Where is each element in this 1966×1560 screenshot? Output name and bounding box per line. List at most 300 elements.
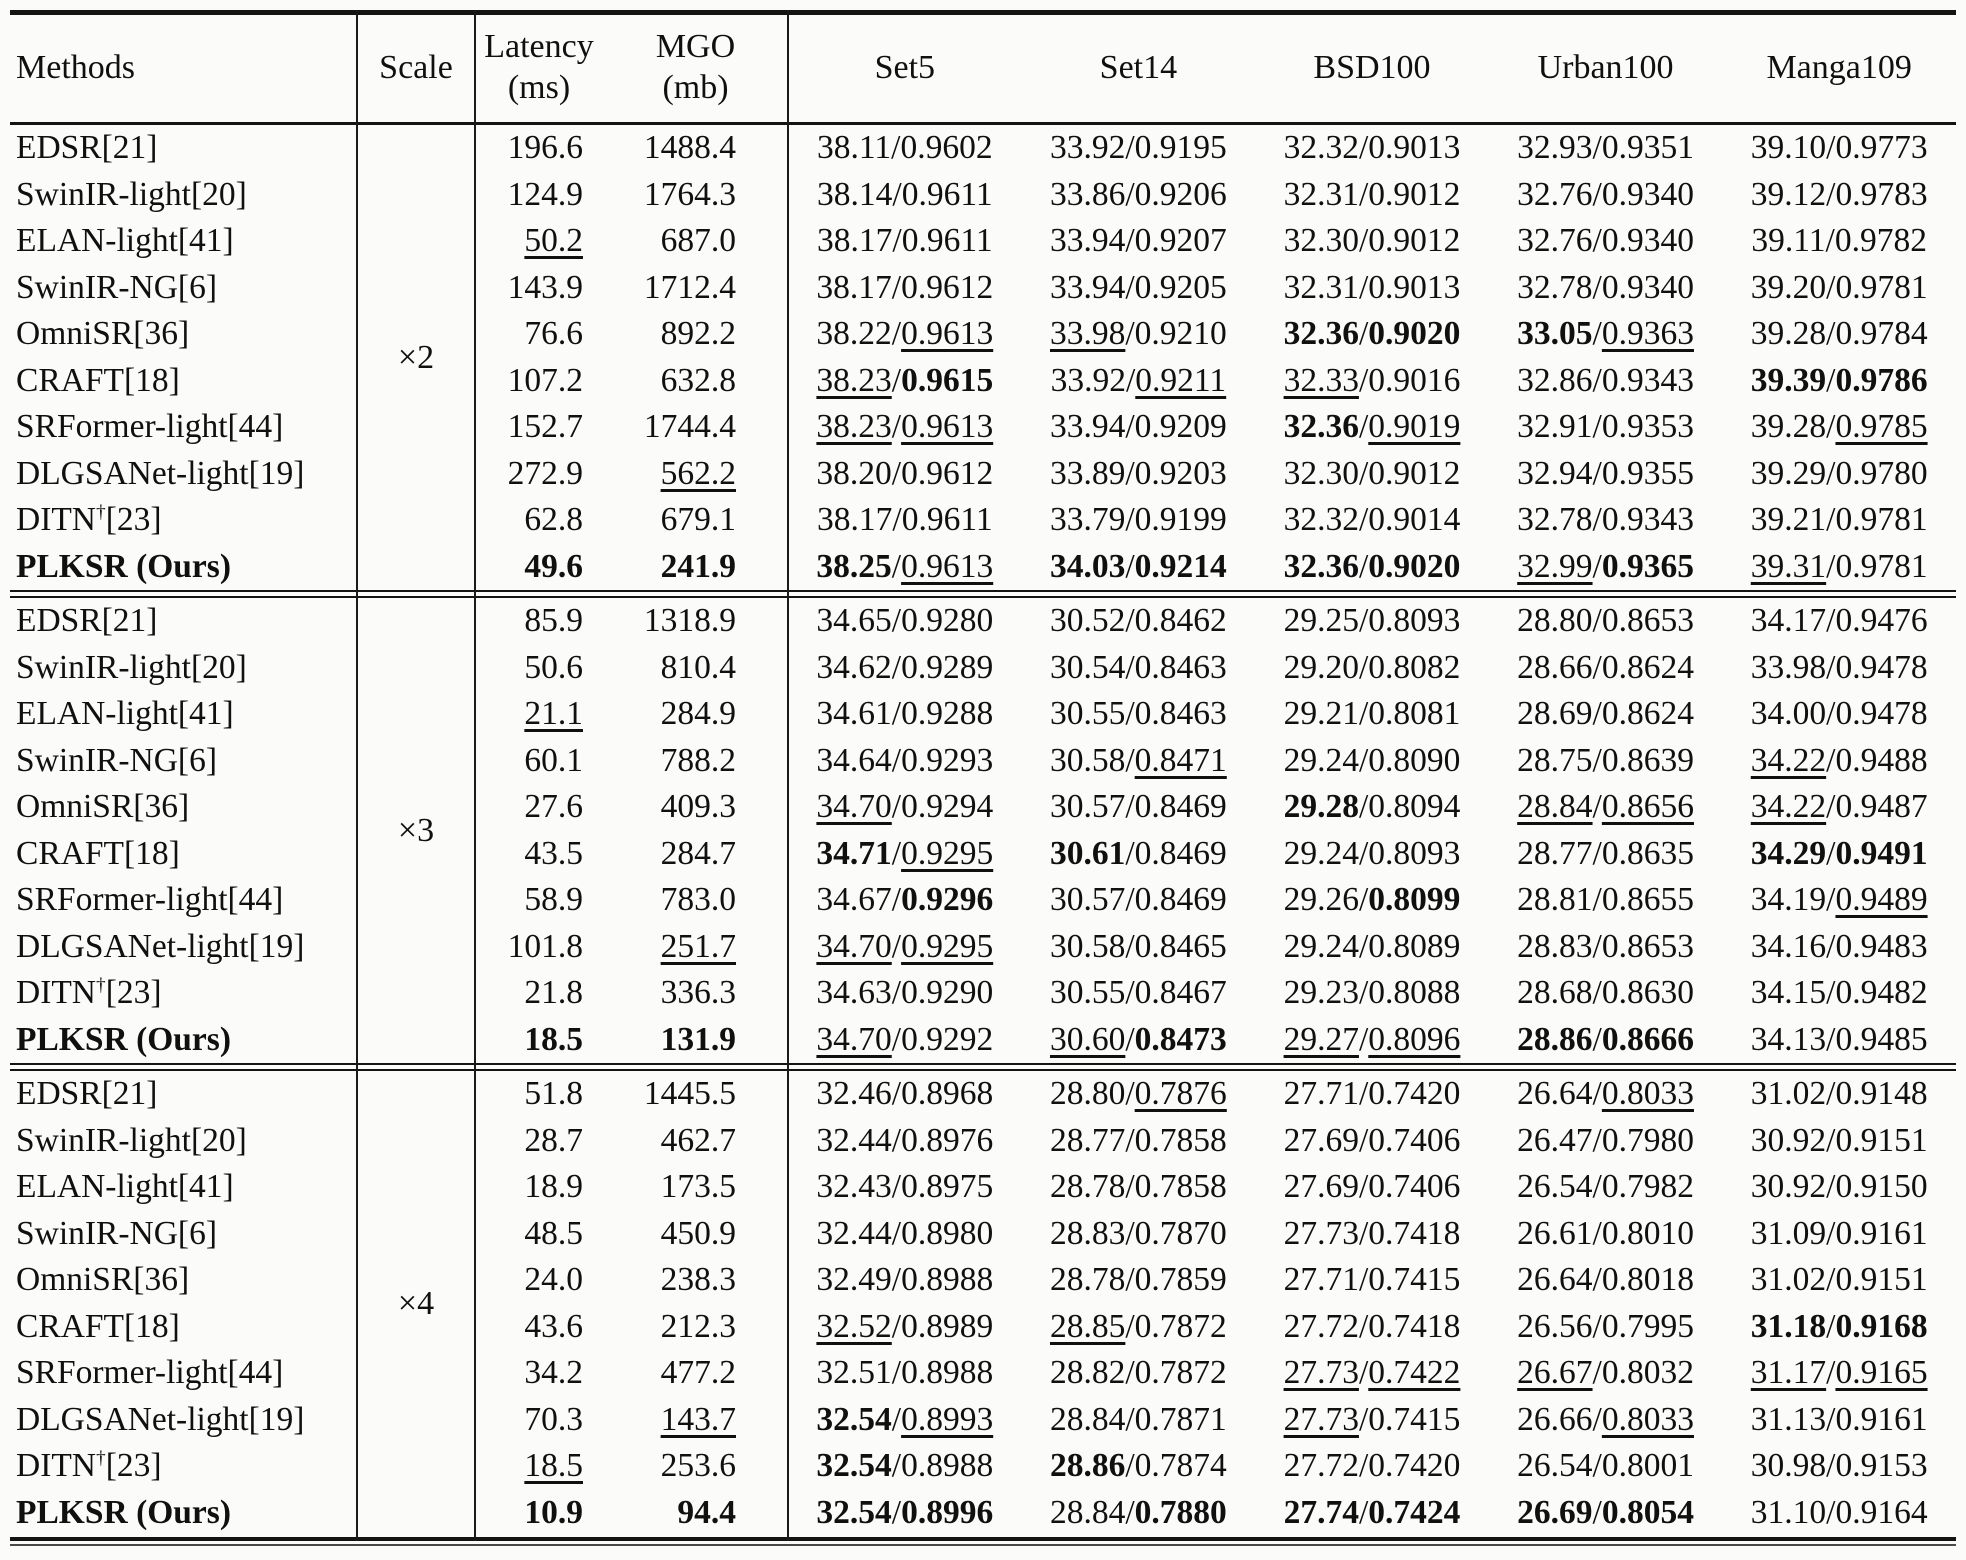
method-cell: PLKSR (Ours) [16, 547, 231, 585]
mgo-value: 788.2 [660, 741, 736, 779]
result-cell-set14: 28.84/0.7880 [1049, 1493, 1227, 1531]
latency-cell [475, 1021, 603, 1059]
ssim-value: 0.9363 [1601, 315, 1694, 353]
latency-cell [475, 974, 603, 1012]
psnr-value: 34.00 [1750, 695, 1827, 733]
method-cell: CRAFT[18] [16, 1307, 180, 1345]
header-dataset-manga109: Manga109 [1766, 48, 1912, 86]
latency-value: 43.5 [524, 834, 583, 872]
result-cell-bsd100: 29.25/0.8093 [1283, 602, 1461, 640]
result-cell-set5: 32.43/0.8975 [816, 1168, 994, 1206]
ssim-value: 0.8469 [1134, 788, 1227, 826]
latency-cell [475, 1215, 603, 1253]
header-methods: Methods [16, 48, 135, 86]
result-cell-set14: 33.89/0.9203 [1049, 454, 1227, 492]
result-cell-bsd100: 29.23/0.8088 [1283, 974, 1461, 1012]
latency-cell [475, 1168, 603, 1206]
ssim-value: 0.8635 [1601, 834, 1694, 872]
ssim-value: 0.7418 [1368, 1307, 1461, 1345]
latency-cell [475, 1075, 603, 1113]
ssim-value: 0.8093 [1368, 834, 1461, 872]
psnr-value: 28.84 [1049, 1400, 1126, 1438]
psnr-value: 32.33 [1283, 361, 1359, 399]
method-cell: PLKSR (Ours) [16, 1493, 231, 1531]
table-row [10, 598, 1956, 645]
latency-value: 21.8 [524, 974, 583, 1012]
psnr-value: 32.49 [816, 1261, 892, 1299]
result-cell-manga109: 30.92/0.9150 [1750, 1168, 1928, 1206]
latency-cell [475, 176, 603, 214]
psnr-value: 28.86 [1517, 1020, 1593, 1058]
psnr-value: 32.78 [1517, 268, 1593, 306]
psnr-value: 34.22 [1750, 788, 1827, 826]
latency-value: 18.5 [524, 1020, 583, 1058]
ssim-value: 0.8988 [901, 1261, 994, 1299]
ssim-value: 0.9780 [1835, 454, 1928, 492]
psnr-value: 29.25 [1283, 602, 1359, 640]
method-cell: SwinIR-NG[6] [16, 741, 217, 779]
ssim-value: 0.9292 [901, 1020, 994, 1058]
result-cell-urban100: 32.91/0.9353 [1517, 408, 1694, 446]
ssim-value: 0.9151 [1835, 1261, 1928, 1299]
result-cell-set14: 33.92/0.9211 [1050, 361, 1227, 399]
result-cell-manga109: 34.22/0.9488 [1750, 741, 1928, 779]
result-cell-urban100: 32.94/0.9355 [1517, 454, 1694, 492]
latency-cell [475, 928, 603, 966]
table-row [10, 784, 1956, 831]
ssim-value: 0.9151 [1835, 1121, 1928, 1159]
mgo-value: 251.7 [660, 927, 736, 965]
mgo-value: 409.3 [660, 788, 736, 826]
psnr-value: 30.57 [1049, 788, 1126, 826]
table-row [10, 218, 1956, 265]
psnr-value: 26.67 [1517, 1354, 1593, 1392]
psnr-value: 28.78 [1049, 1168, 1126, 1206]
ssim-value: 0.8033 [1601, 1075, 1694, 1113]
latency-value: 272.9 [507, 454, 583, 492]
mgo-cell [603, 315, 788, 353]
result-cell-manga109: 39.10/0.9773 [1750, 129, 1928, 167]
latency-value: 28.7 [524, 1121, 583, 1159]
mgo-cell [603, 548, 788, 586]
result-cell-set14: 28.78/0.7859 [1049, 1261, 1227, 1299]
latency-value: 76.6 [524, 315, 583, 353]
psnr-value: 32.76 [1517, 222, 1593, 260]
latency-value: 60.1 [524, 741, 583, 779]
result-cell-bsd100: 32.36/0.9020 [1283, 547, 1461, 585]
result-cell-bsd100: 29.21/0.8081 [1283, 695, 1461, 733]
ssim-value: 0.9487 [1835, 788, 1928, 826]
table-row [10, 1304, 1956, 1351]
result-cell-urban100: 26.67/0.8032 [1517, 1354, 1694, 1392]
header-latency-line1: Latency [484, 28, 594, 66]
ssim-value: 0.8469 [1134, 834, 1227, 872]
result-cell-urban100: 32.99/0.9365 [1517, 547, 1694, 585]
latency-value: 24.0 [524, 1261, 583, 1299]
result-cell-set14: 33.94/0.9209 [1049, 408, 1227, 446]
psnr-value: 34.16 [1750, 927, 1827, 965]
ssim-value: 0.7859 [1134, 1261, 1227, 1299]
ssim-value: 0.9296 [901, 881, 994, 919]
result-cell-urban100: 26.54/0.8001 [1517, 1447, 1694, 1485]
psnr-value: 32.51 [816, 1354, 892, 1392]
psnr-value: 34.19 [1750, 881, 1827, 919]
psnr-value: 34.70 [816, 788, 892, 826]
table-row [10, 1490, 1956, 1537]
ssim-value: 0.9293 [901, 741, 994, 779]
result-cell-bsd100: 29.20/0.8082 [1283, 648, 1461, 686]
psnr-value: 30.98 [1750, 1447, 1827, 1485]
table-row [10, 1017, 1956, 1064]
column-rule-scale [474, 10, 476, 1541]
method-cell: EDSR[21] [16, 602, 158, 640]
header-dataset-urban100: Urban100 [1537, 48, 1674, 86]
psnr-value: 31.02 [1750, 1261, 1827, 1299]
ssim-value: 0.9786 [1835, 361, 1928, 399]
result-cell-bsd100: 29.24/0.8090 [1283, 741, 1461, 779]
result-cell-manga109: 39.31/0.9781 [1750, 547, 1928, 585]
result-cell-set5: 34.70/0.9294 [816, 788, 994, 826]
result-cell-set14: 33.79/0.9199 [1049, 501, 1227, 539]
table-row [10, 497, 1956, 544]
result-cell-manga109: 34.00/0.9478 [1750, 695, 1928, 733]
psnr-value: 38.20 [816, 454, 892, 492]
mgo-cell [603, 649, 788, 687]
result-cell-set14: 28.82/0.7872 [1049, 1354, 1227, 1392]
scale-label: ×2 [397, 338, 435, 376]
latency-cell [475, 455, 603, 493]
ssim-value: 0.8624 [1601, 648, 1694, 686]
result-cell-urban100: 28.77/0.8635 [1517, 834, 1694, 872]
result-cell-bsd100: 27.74/0.7424 [1283, 1493, 1461, 1531]
method-cell: OmniSR[36] [16, 788, 190, 826]
mgo-cell [603, 788, 788, 826]
psnr-value: 39.21 [1750, 501, 1827, 539]
result-cell-set5: 34.62/0.9289 [816, 648, 994, 686]
ssim-value: 0.9615 [901, 361, 994, 399]
ssim-value: 0.8988 [901, 1354, 994, 1392]
ssim-value: 0.7858 [1134, 1121, 1227, 1159]
psnr-value: 38.22 [816, 315, 892, 353]
psnr-value: 33.92 [1049, 129, 1126, 167]
latency-cell [475, 881, 603, 919]
method-cell: ELAN-light[41] [16, 222, 234, 260]
result-cell-manga109: 34.29/0.9491 [1750, 834, 1928, 872]
ssim-value: 0.9289 [901, 648, 994, 686]
result-cell-set5: 32.46/0.8968 [816, 1075, 994, 1113]
psnr-value: 39.12 [1750, 175, 1827, 213]
ssim-value: 0.8630 [1601, 974, 1694, 1012]
ssim-value: 0.8082 [1368, 648, 1461, 686]
ssim-value: 0.7871 [1134, 1400, 1227, 1438]
ssim-value: 0.8469 [1134, 881, 1227, 919]
latency-cell [475, 788, 603, 826]
ssim-value: 0.9613 [901, 315, 994, 353]
mgo-value: 94.4 [677, 1493, 736, 1531]
ssim-value: 0.9784 [1835, 315, 1928, 353]
psnr-value: 27.74 [1283, 1493, 1359, 1531]
psnr-value: 29.23 [1283, 974, 1359, 1012]
ssim-value: 0.8655 [1601, 881, 1694, 919]
mgo-cell [603, 1494, 788, 1532]
psnr-value: 28.83 [1517, 927, 1593, 965]
result-cell-set5: 34.70/0.9292 [816, 1020, 994, 1058]
column-rule-methods [356, 10, 358, 1541]
psnr-value: 28.80 [1049, 1075, 1126, 1113]
mgo-cell [603, 269, 788, 307]
mgo-value: 1712.4 [643, 268, 736, 306]
ssim-value: 0.9209 [1134, 408, 1227, 446]
scale-block-x4 [10, 1071, 1956, 1536]
result-cell-set14: 30.55/0.8467 [1049, 974, 1227, 1012]
mgo-value: 1764.3 [643, 175, 736, 213]
psnr-value: 39.39 [1750, 361, 1827, 399]
result-cell-urban100: 26.56/0.7995 [1517, 1307, 1694, 1345]
latency-value: 18.5 [524, 1447, 583, 1485]
mgo-value: 336.3 [660, 974, 736, 1012]
psnr-value: 34.62 [816, 648, 892, 686]
mgo-value: 253.6 [660, 1447, 736, 1485]
result-cell-bsd100: 27.69/0.7406 [1283, 1121, 1461, 1159]
psnr-value: 32.86 [1517, 361, 1593, 399]
result-cell-manga109: 39.20/0.9781 [1750, 268, 1928, 306]
latency-value: 143.9 [507, 268, 583, 306]
result-cell-manga109: 34.16/0.9483 [1750, 927, 1928, 965]
ssim-value: 0.9195 [1134, 129, 1227, 167]
ssim-value: 0.9781 [1835, 268, 1928, 306]
result-cell-manga109: 39.28/0.9785 [1750, 408, 1928, 446]
result-cell-bsd100: 32.31/0.9013 [1283, 268, 1461, 306]
latency-value: 49.6 [524, 547, 583, 585]
psnr-value: 38.14 [817, 175, 893, 213]
ssim-value: 0.8463 [1134, 695, 1227, 733]
psnr-value: 31.10 [1750, 1493, 1827, 1531]
psnr-value: 28.80 [1517, 602, 1593, 640]
psnr-value: 33.94 [1049, 222, 1126, 260]
psnr-value: 29.21 [1283, 695, 1359, 733]
psnr-value: 27.71 [1283, 1261, 1359, 1299]
psnr-value: 32.30 [1283, 454, 1359, 492]
result-cell-set14: 28.85/0.7872 [1049, 1307, 1227, 1345]
result-cell-bsd100: 29.27/0.8096 [1283, 1020, 1461, 1058]
result-cell-bsd100: 27.73/0.7415 [1283, 1400, 1461, 1438]
result-cell-set14: 30.58/0.8471 [1049, 741, 1227, 779]
psnr-value: 39.28 [1750, 315, 1827, 353]
table-row [10, 1071, 1956, 1118]
ssim-value: 0.9203 [1134, 454, 1227, 492]
result-cell-bsd100: 32.32/0.9014 [1283, 501, 1461, 539]
ssim-value: 0.9153 [1835, 1447, 1928, 1485]
psnr-value: 32.36 [1283, 547, 1359, 585]
latency-value: 101.8 [507, 927, 583, 965]
psnr-value: 39.31 [1750, 547, 1827, 585]
latency-cell [475, 1401, 603, 1439]
mgo-value: 1445.5 [643, 1075, 736, 1113]
result-cell-manga109: 34.19/0.9489 [1750, 881, 1928, 919]
ssim-value: 0.7982 [1601, 1168, 1694, 1206]
psnr-value: 27.73 [1283, 1354, 1359, 1392]
result-cell-urban100: 26.54/0.7982 [1517, 1168, 1694, 1206]
header-latency-line2: (ms) [507, 68, 571, 106]
psnr-value: 34.61 [816, 695, 892, 733]
ssim-value: 0.9211 [1135, 361, 1227, 399]
latency-value: 18.9 [524, 1168, 583, 1206]
ssim-value: 0.9012 [1368, 454, 1461, 492]
method-cell: SwinIR-light[20] [16, 1121, 247, 1159]
result-cell-urban100: 28.81/0.8655 [1517, 881, 1694, 919]
psnr-value: 32.32 [1283, 129, 1359, 167]
latency-value: 43.6 [524, 1307, 583, 1345]
psnr-value: 32.44 [816, 1214, 892, 1252]
psnr-value: 26.54 [1517, 1447, 1593, 1485]
mgo-cell [603, 1168, 788, 1206]
latency-cell [475, 1308, 603, 1346]
result-cell-set14: 28.86/0.7874 [1049, 1447, 1227, 1485]
result-cell-set14: 30.60/0.8473 [1049, 1020, 1227, 1058]
ssim-value: 0.7422 [1368, 1354, 1461, 1392]
result-cell-bsd100: 29.24/0.8093 [1283, 834, 1461, 872]
mgo-cell [603, 881, 788, 919]
psnr-value: 39.20 [1750, 268, 1827, 306]
mgo-value: 1488.4 [643, 129, 736, 167]
latency-cell [475, 649, 603, 687]
latency-value: 48.5 [524, 1214, 583, 1252]
result-cell-bsd100: 32.30/0.9012 [1283, 222, 1461, 260]
mgo-value: 1744.4 [643, 408, 736, 446]
mgo-value: 632.8 [660, 361, 736, 399]
method-cell: DLGSANet-light[19] [16, 1400, 305, 1438]
result-cell-urban100: 32.86/0.9343 [1517, 361, 1694, 399]
result-cell-set5: 34.65/0.9280 [816, 602, 994, 640]
psnr-value: 34.70 [816, 927, 892, 965]
result-cell-set5: 32.54/0.8988 [816, 1447, 994, 1485]
result-cell-set5: 38.11/0.9602 [817, 129, 993, 167]
header-mgo [603, 27, 788, 107]
header-mgo-line2: (mb) [662, 68, 729, 106]
table-header-row [10, 15, 1956, 120]
table-row [10, 831, 1956, 878]
result-cell-set14: 33.86/0.9206 [1049, 175, 1227, 213]
result-cell-manga109: 33.98/0.9478 [1750, 648, 1928, 686]
psnr-value: 28.77 [1049, 1121, 1126, 1159]
scale-block-x3 [10, 598, 1956, 1063]
ssim-value: 0.9612 [901, 268, 994, 306]
ssim-value: 0.9483 [1835, 927, 1928, 965]
psnr-value: 26.47 [1517, 1121, 1593, 1159]
result-cell-manga109: 31.13/0.9161 [1750, 1400, 1928, 1438]
method-cell: SwinIR-light[20] [16, 648, 247, 686]
ssim-value: 0.9351 [1601, 129, 1694, 167]
ssim-value: 0.7420 [1368, 1075, 1461, 1113]
table-row [10, 1397, 1956, 1444]
ssim-value: 0.9782 [1834, 222, 1927, 260]
latency-cell [475, 269, 603, 307]
result-cell-manga109: 31.17/0.9165 [1750, 1354, 1928, 1392]
psnr-value: 26.61 [1517, 1214, 1593, 1252]
result-cell-manga109: 31.02/0.9148 [1750, 1075, 1928, 1113]
latency-value: 85.9 [524, 602, 583, 640]
result-cell-set5: 34.61/0.9288 [816, 695, 994, 733]
mgo-cell [603, 408, 788, 446]
psnr-value: 38.11 [817, 129, 892, 167]
psnr-value: 32.43 [816, 1168, 892, 1206]
psnr-value: 39.29 [1750, 454, 1827, 492]
table-row [10, 1118, 1956, 1165]
psnr-value: 34.67 [816, 881, 892, 919]
psnr-value: 32.54 [816, 1447, 892, 1485]
mgo-value: 810.4 [660, 648, 736, 686]
result-cell-set5: 38.25/0.9613 [816, 547, 994, 585]
result-cell-manga109: 39.29/0.9780 [1750, 454, 1928, 492]
ssim-value: 0.9207 [1134, 222, 1227, 260]
result-cell-urban100: 28.80/0.8653 [1517, 602, 1694, 640]
mgo-value: 477.2 [660, 1354, 736, 1392]
ssim-value: 0.9168 [1835, 1307, 1928, 1345]
table-row [10, 265, 1956, 312]
ssim-value: 0.9206 [1134, 175, 1227, 213]
psnr-value: 38.17 [817, 222, 893, 260]
ssim-value: 0.9611 [901, 501, 993, 539]
method-cell: EDSR[21] [16, 1075, 158, 1113]
result-cell-set5: 34.70/0.9295 [816, 927, 994, 965]
result-cell-manga109: 39.21/0.9781 [1750, 501, 1928, 539]
psnr-value: 34.03 [1049, 547, 1126, 585]
ssim-value: 0.9613 [901, 408, 994, 446]
result-cell-set5: 38.14/0.9611 [817, 175, 993, 213]
result-cell-bsd100: 27.69/0.7406 [1283, 1168, 1461, 1206]
mgo-cell [603, 455, 788, 493]
ssim-value: 0.9165 [1835, 1354, 1928, 1392]
result-cell-manga109: 34.22/0.9487 [1750, 788, 1928, 826]
ssim-value: 0.9012 [1368, 222, 1461, 260]
ssim-value: 0.9476 [1835, 602, 1928, 640]
ssim-value: 0.7424 [1368, 1493, 1461, 1531]
psnr-value: 28.78 [1049, 1261, 1126, 1299]
ssim-value: 0.9611 [901, 175, 993, 213]
ssim-value: 0.9161 [1835, 1400, 1928, 1438]
ssim-value: 0.9491 [1835, 834, 1928, 872]
ssim-value: 0.7406 [1368, 1121, 1461, 1159]
latency-cell [475, 1261, 603, 1299]
result-cell-set14: 28.78/0.7858 [1049, 1168, 1227, 1206]
method-cell: SwinIR-NG[6] [16, 268, 217, 306]
result-cell-set5: 32.52/0.8989 [816, 1307, 994, 1345]
result-cell-bsd100: 32.32/0.9013 [1283, 129, 1461, 167]
block-separator [10, 590, 1956, 598]
method-cell: SRFormer-light[44] [16, 1354, 284, 1392]
psnr-value: 29.24 [1283, 834, 1359, 872]
mgo-value: 241.9 [660, 547, 736, 585]
psnr-value: 32.99 [1517, 547, 1593, 585]
method-cell: SwinIR-light[20] [16, 175, 247, 213]
psnr-value: 38.23 [816, 361, 892, 399]
psnr-value: 26.56 [1517, 1307, 1593, 1345]
result-cell-set14: 34.03/0.9214 [1049, 547, 1227, 585]
latency-cell [475, 695, 603, 733]
ssim-value: 0.9014 [1368, 501, 1461, 539]
mgo-cell [603, 1261, 788, 1299]
result-cell-set14: 30.61/0.8469 [1049, 834, 1227, 872]
ssim-value: 0.9020 [1368, 547, 1461, 585]
ssim-value: 0.9294 [901, 788, 994, 826]
result-cell-set5: 38.17/0.9611 [817, 501, 993, 539]
ssim-value: 0.9280 [901, 602, 994, 640]
result-cell-set5: 32.54/0.8996 [816, 1493, 994, 1531]
latency-value: 51.8 [524, 1075, 583, 1113]
psnr-value: 39.11 [1751, 222, 1826, 260]
latency-value: 124.9 [507, 175, 583, 213]
latency-value: 10.9 [524, 1493, 583, 1531]
